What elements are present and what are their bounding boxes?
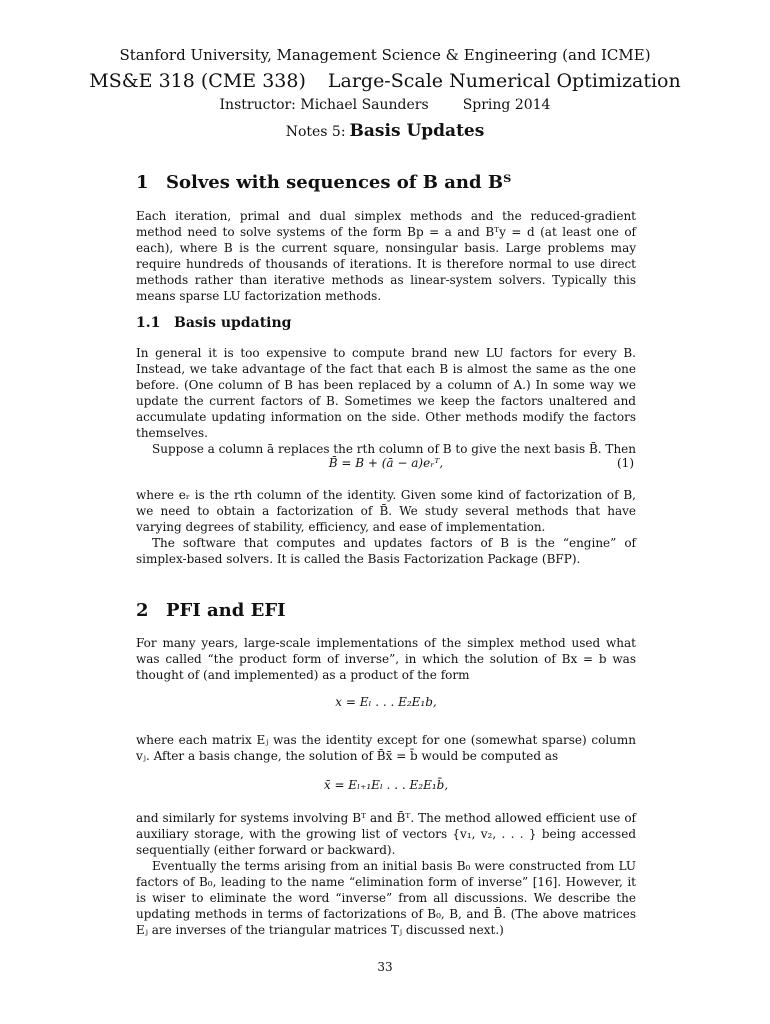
term: Spring 2014: [462, 97, 551, 113]
section-number: 1.1: [136, 315, 161, 331]
section-title: Solves with sequences of B and Bᵀ: [166, 172, 512, 193]
paragraph: For many years, large-scale implementations of the simplex method used what was called “the product form of inverse”, in which the solution of Bx = b was thought of (and implemented) as a product of the form: [136, 636, 636, 682]
paragraph: and similarly for systems involving Bᵀ and B̄ᵀ. The method allowed efficient use of auxiliary storage, with the growing list of vectors {v₁, v₂, . . . } being accessed sequentially (either forward or backward).: [136, 811, 636, 857]
section-number: 2: [136, 600, 149, 621]
section-1-body: [136, 208, 636, 304]
page-number: 33: [377, 960, 393, 974]
paragraph: In general it is too expensive to compute brand new LU factors for every B. Instead, we take advantage of the fact that each B is almost the same as the one before. (One column of B has been replaced by a column of A.) In some way we update the current factors of B. Sometimes we keep the factors unaltered and accumulate updating information on the side. Other methods modify the factors themselves.: [136, 346, 636, 440]
paragraph: Eventually the terms arising from an initial basis B₀ were constructed from LU factors of B₀, leading to the name “elimination form of inverse” [16]. However, it is wiser to eliminate the word “inverse” from all discussions. We describe the updating methods in terms of factorizations of B₀, B, and B̄. (The above matrices Eⱼ are inverses of the triangular matrices Tⱼ discussed next.): [136, 859, 636, 937]
institution-line: Stanford University, Management Science & Engineering (and ICME): [119, 46, 651, 64]
paragraph: where each matrix Eⱼ was the identity except for one (somewhat sparse) column vⱼ. After a basis change, the solution of B̄x̄ = b̄ would be computed as: [136, 733, 636, 763]
equation-updated: x̄ = Eₗ₊₁Eₗ . . . E₂E₁b̄,: [323, 778, 449, 792]
section-title: Basis updating: [174, 315, 292, 331]
section-title: PFI and EFI: [166, 600, 286, 621]
equation-1: B̄ = B + (ā − a)eᵣᵀ,: [328, 456, 444, 470]
equation-number: (1): [617, 456, 634, 470]
section-2-body-b: [136, 732, 636, 764]
instructor-line: [0, 97, 770, 113]
section-1-1-body-b: [136, 487, 636, 567]
section-1-heading: [136, 172, 511, 193]
paragraph: where eᵣ is the rth column of the identity. Given some kind of factorization of B, we need to obtain a factorization of B̄. We study several methods that have varying degrees of stability, efficiency, and ease of implementation.: [136, 488, 636, 534]
instructor: Instructor: Michael Saunders: [219, 97, 429, 113]
paragraph: The software that computes and updates factors of B is the “engine” of simplex-based solvers. It is called the Basis Factorization Package (BFP).: [136, 536, 636, 566]
course-title: Large-Scale Numerical Optimization: [327, 70, 681, 92]
paragraph: Suppose a column ā replaces the rth column of B to give the next basis B̄. Then: [152, 442, 636, 456]
notes-title: Basis Updates: [349, 121, 485, 141]
paragraph: Each iteration, primal and dual simplex methods and the reduced-gradient method need to solve systems of the form Bp = a and Bᵀy = d (at least one of each), where B is the current square, nonsingular basis. Large problems may require hundreds of thousands of iterations. It is therefore normal to use direct methods rather than iterative methods as linear-system solvers. Typically this means sparse LU factorization methods.: [136, 209, 636, 303]
section-2-body-c: [136, 810, 636, 938]
section-1-1-heading: [136, 315, 291, 331]
course-line: [0, 70, 770, 92]
notes-label: Notes 5:: [285, 124, 346, 140]
equation-pfi: x = Eₗ . . . E₂E₁b,: [335, 695, 437, 709]
course-code: MS&E 318 (CME 338): [89, 70, 306, 92]
section-1-1-body-a: [136, 345, 636, 457]
section-number: 1: [136, 172, 149, 193]
section-2-body-a: [136, 635, 636, 683]
notes-line: [0, 121, 770, 141]
section-2-heading: [136, 600, 286, 621]
